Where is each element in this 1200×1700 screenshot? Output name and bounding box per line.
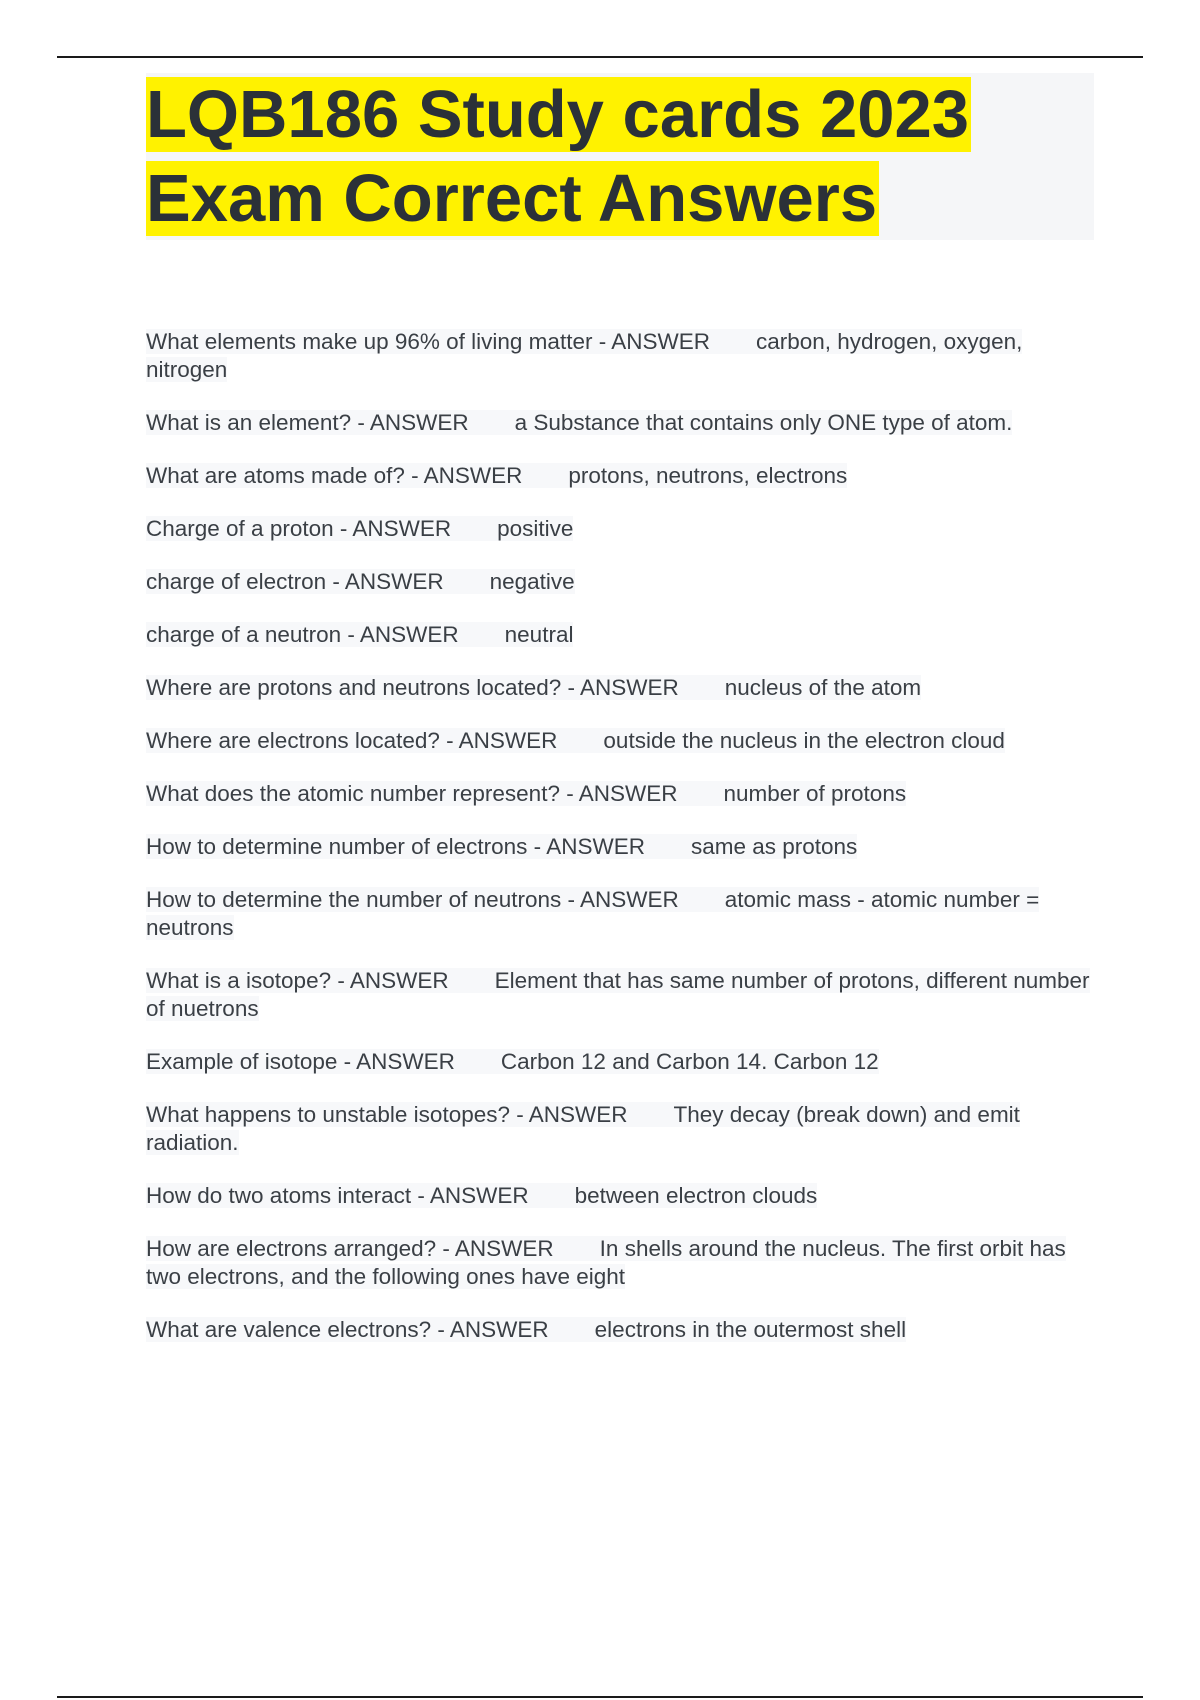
study-card <box>146 1235 1094 1291</box>
card-question: How to determine the number of neutrons - ANSWER <box>146 887 679 912</box>
card-question: What is a isotope? - ANSWER <box>146 968 449 993</box>
card-answer: Element that has same number of protons, different number of nuetrons <box>146 968 1090 1021</box>
card-answer: nucleus of the atom <box>724 675 922 700</box>
study-card <box>146 1182 1094 1210</box>
study-card <box>146 328 1094 384</box>
card-question: How are electrons arranged? - ANSWER <box>146 1236 554 1261</box>
card-question: What does the atomic number represent? - ANSWER <box>146 781 678 806</box>
study-card <box>146 967 1094 1023</box>
card-answer: protons, neutrons, electrons <box>568 463 848 488</box>
card-question: What elements make up 96% of living matter - ANSWER <box>146 329 710 354</box>
card-answer: Carbon 12 and Carbon 14. Carbon 12 <box>500 1049 879 1074</box>
card-answer: same as protons <box>690 834 858 859</box>
study-card <box>146 515 1094 543</box>
document-title-line-1: LQB186 Study cards 2023 <box>146 77 970 152</box>
card-question: Example of isotope - ANSWER <box>146 1049 455 1074</box>
bottom-rule <box>57 1696 1143 1698</box>
study-card <box>146 674 1094 702</box>
card-answer: carbon, hydrogen, oxygen, nitrogen <box>146 329 1023 382</box>
card-answer: atomic mass - atomic number = neutrons <box>146 887 1040 940</box>
study-card <box>146 886 1094 942</box>
card-answer: between electron clouds <box>574 1183 818 1208</box>
card-answer: outside the nucleus in the electron cloud <box>603 728 1005 753</box>
card-question: Charge of a proton - ANSWER <box>146 516 452 541</box>
card-answer: In shells around the nucleus. The first orbit has two electrons, and the following ones have eight <box>146 1236 1066 1289</box>
card-answer: They decay (break down) and emit radiation. <box>146 1102 1020 1155</box>
card-answer: electrons in the outermost shell <box>594 1317 907 1342</box>
study-card <box>146 1048 1094 1076</box>
card-question: Where are protons and neutrons located? - ANSWER <box>146 675 679 700</box>
card-question: How do two atoms interact - ANSWER <box>146 1183 529 1208</box>
document-title <box>146 73 1094 241</box>
document-title-line-2: Exam Correct Answers <box>146 161 878 236</box>
study-card <box>146 409 1094 437</box>
card-question: charge of a neutron - ANSWER <box>146 622 459 647</box>
card-question: Where are electrons located? - ANSWER <box>146 728 558 753</box>
card-question: charge of electron - ANSWER <box>146 569 444 594</box>
card-question: What happens to unstable isotopes? - ANSWER <box>146 1102 628 1127</box>
study-card <box>146 1316 1094 1344</box>
study-card <box>146 780 1094 808</box>
study-card-list <box>146 328 1094 1369</box>
study-card <box>146 727 1094 755</box>
study-card <box>146 568 1094 596</box>
card-answer: a Substance that contains only ONE type of atom. <box>514 410 1013 435</box>
card-answer: number of protons <box>723 781 907 806</box>
card-question: What are valence electrons? - ANSWER <box>146 1317 549 1342</box>
card-answer: negative <box>489 569 575 594</box>
top-rule <box>57 56 1143 58</box>
card-question: What are atoms made of? - ANSWER <box>146 463 523 488</box>
study-card <box>146 462 1094 490</box>
study-card <box>146 833 1094 861</box>
study-card <box>146 621 1094 649</box>
title-block <box>146 73 1094 240</box>
study-card <box>146 1101 1094 1157</box>
card-question: What is an element? - ANSWER <box>146 410 469 435</box>
card-answer: neutral <box>504 622 574 647</box>
card-answer: positive <box>497 516 574 541</box>
card-question: How to determine number of electrons - ANSWER <box>146 834 645 859</box>
